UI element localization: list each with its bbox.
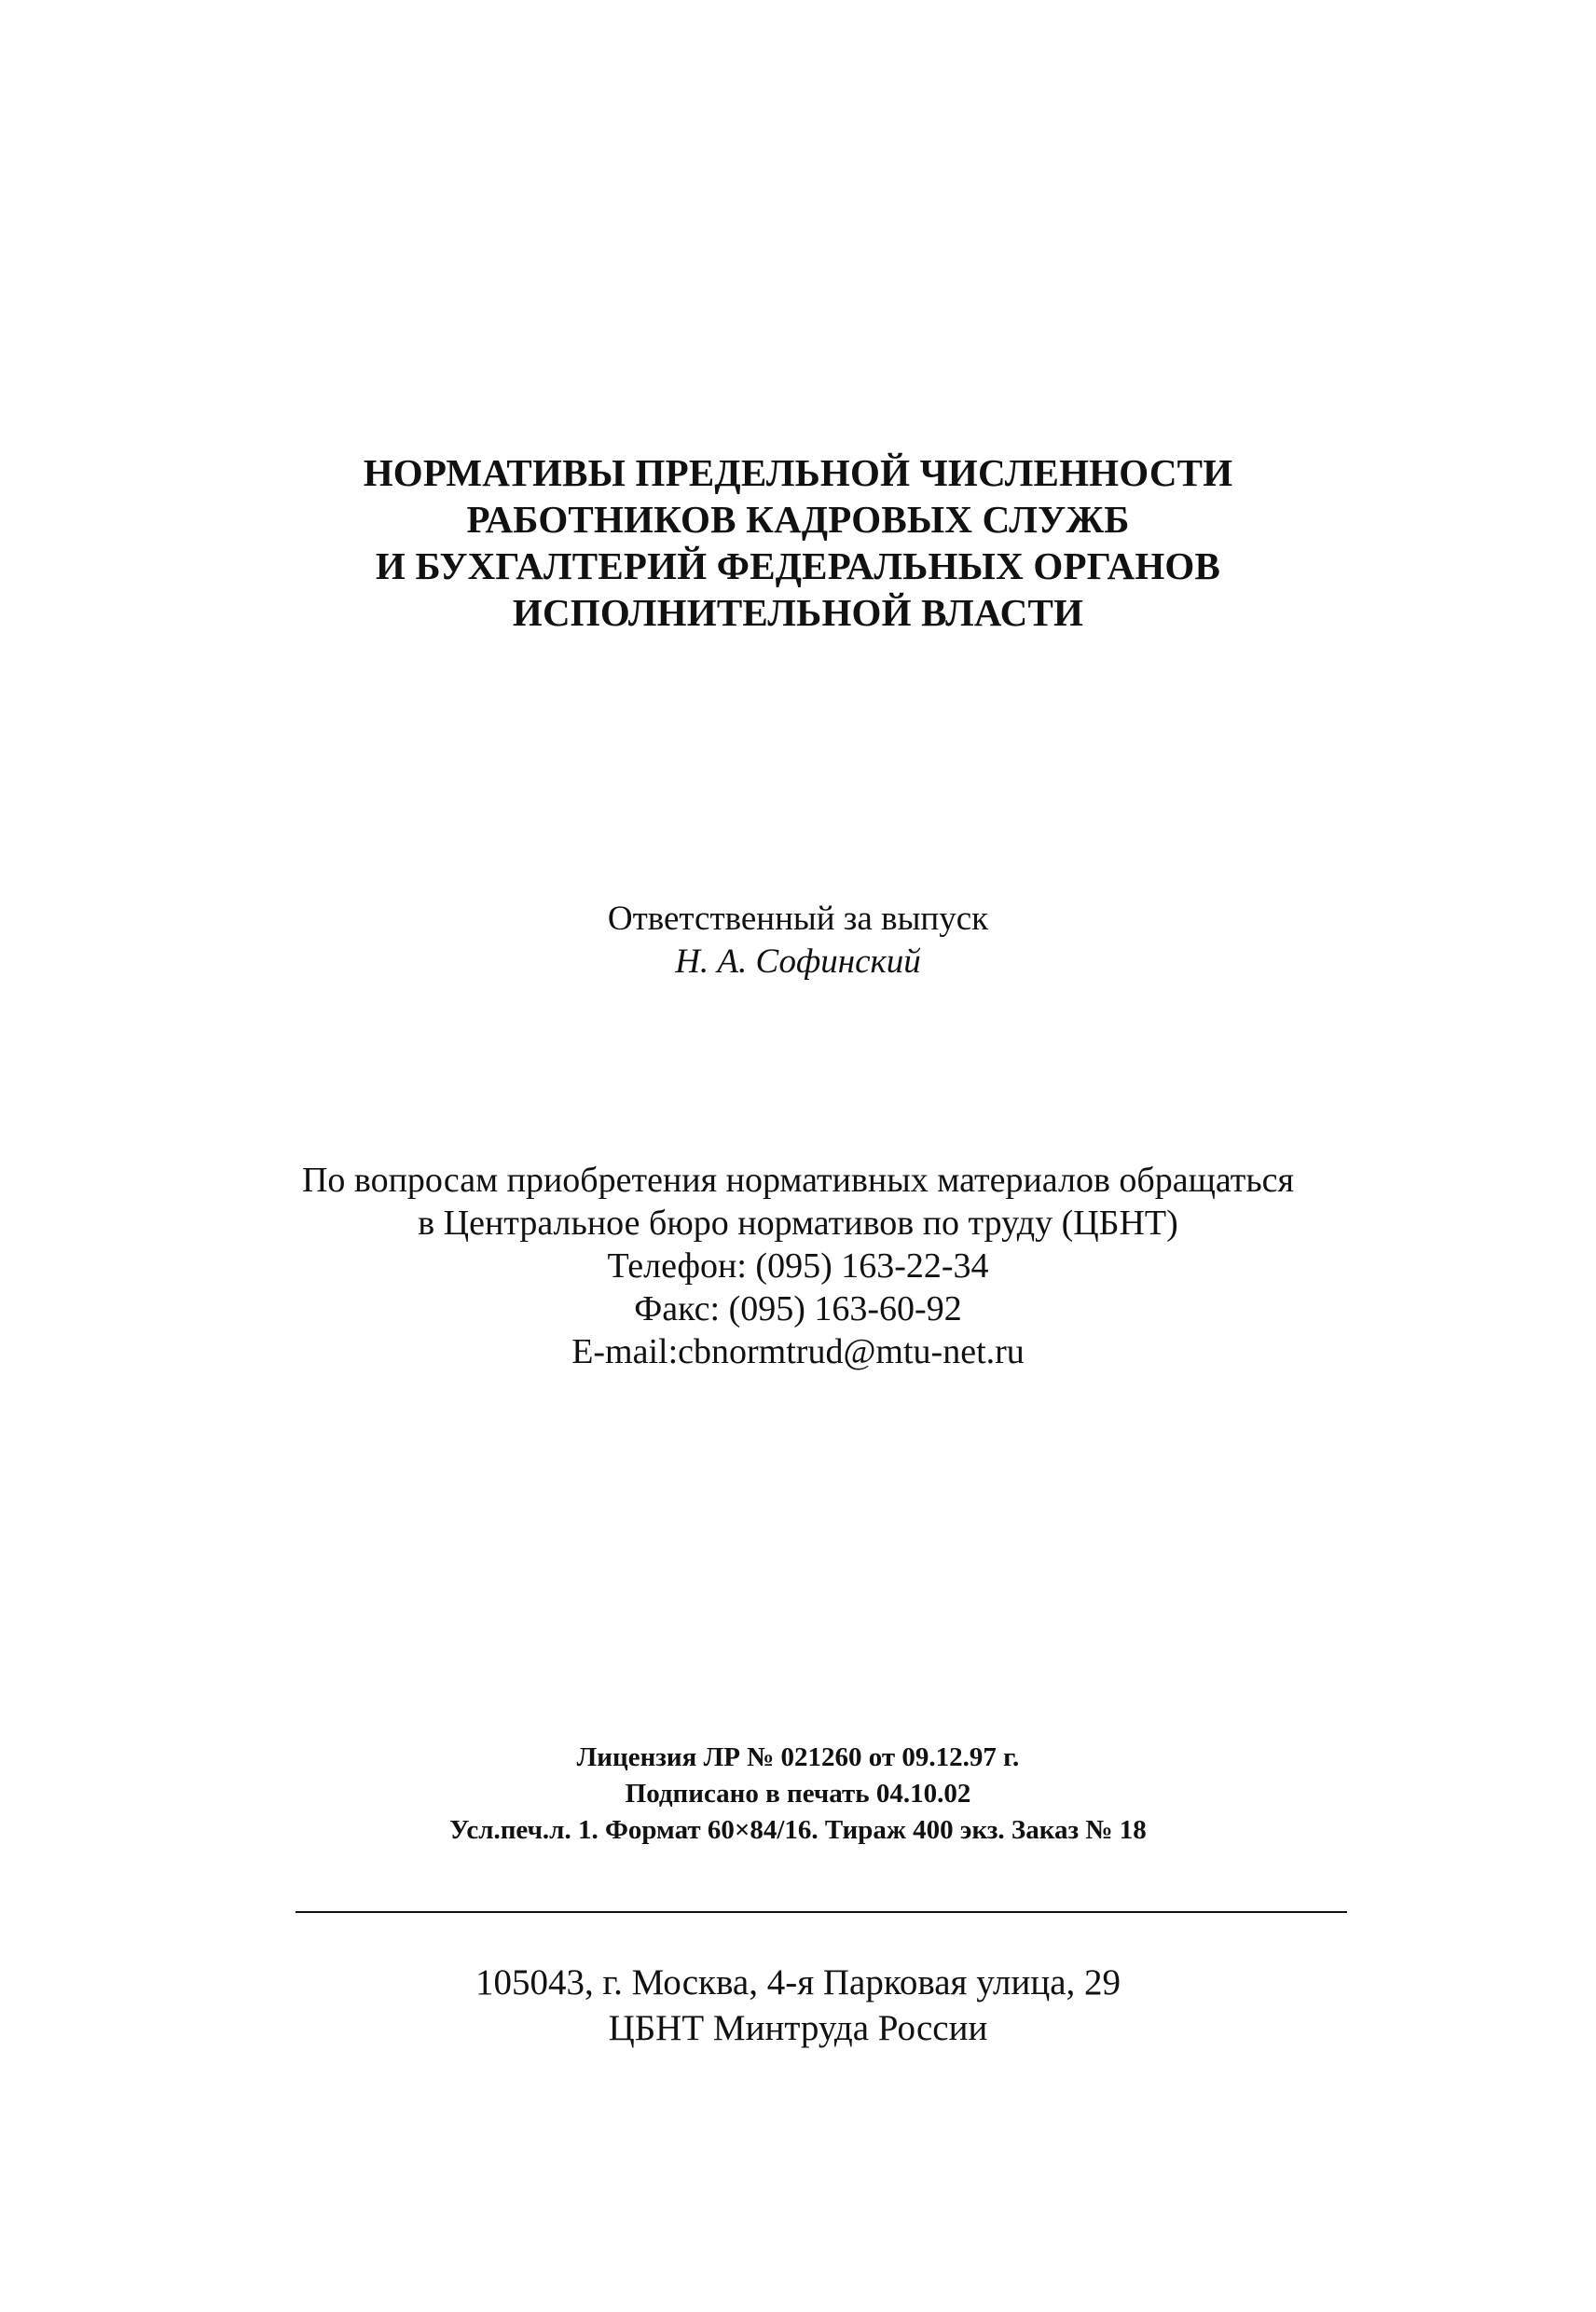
contacts-intro-line-1: По вопросам приобретения нормативных материалов обращаться <box>301 1161 1295 1200</box>
title-line-2: РАБОТНИКОВ КАДРОВЫХ СЛУЖБ <box>466 498 1130 541</box>
imprint-license: Лицензия ЛР № 021260 от 09.12.97 г. <box>576 1742 1020 1772</box>
contact-email: E-mail:cbnormtrud@mtu-net.ru <box>571 1332 1025 1371</box>
responsible-block <box>0 898 1596 984</box>
address-line-2: ЦБНТ Минтруда России <box>608 2008 988 2048</box>
address-block <box>0 1960 1596 2051</box>
contacts-block <box>0 1159 1596 1373</box>
title-line-1: НОРМАТИВЫ ПРЕДЕЛЬНОЙ ЧИСЛЕННОСТИ <box>363 451 1233 494</box>
horizontal-divider <box>296 1911 1347 1913</box>
contact-phone: Телефон: (095) 163-22-34 <box>607 1246 989 1286</box>
contact-fax: Факс: (095) 163-60-92 <box>634 1289 962 1328</box>
title-line-4: ИСПОЛНИТЕЛЬНОЙ ВЛАСТИ <box>512 591 1084 634</box>
imprint-signed: Подписано в печать 04.10.02 <box>625 1779 971 1809</box>
responsible-name: Н. А. Софинский <box>675 943 921 981</box>
address-line-1: 105043, г. Москва, 4-я Парковая улица, 29 <box>475 1962 1121 2002</box>
contacts-intro-line-2: в Центральное бюро нормативов по труду (ЦБНТ) <box>418 1204 1178 1243</box>
imprint-details: Усл.печ.л. 1. Формат 60×84/16. Тираж 400 экз. Заказ № 18 <box>449 1815 1147 1845</box>
title-line-3: И БУХГАЛТЕРИЙ ФЕДЕРАЛЬНЫХ ОРГАНОВ <box>375 544 1221 587</box>
document-title <box>0 449 1596 636</box>
imprint-block <box>0 1740 1596 1849</box>
responsible-label: Ответственный за выпуск <box>607 900 989 938</box>
